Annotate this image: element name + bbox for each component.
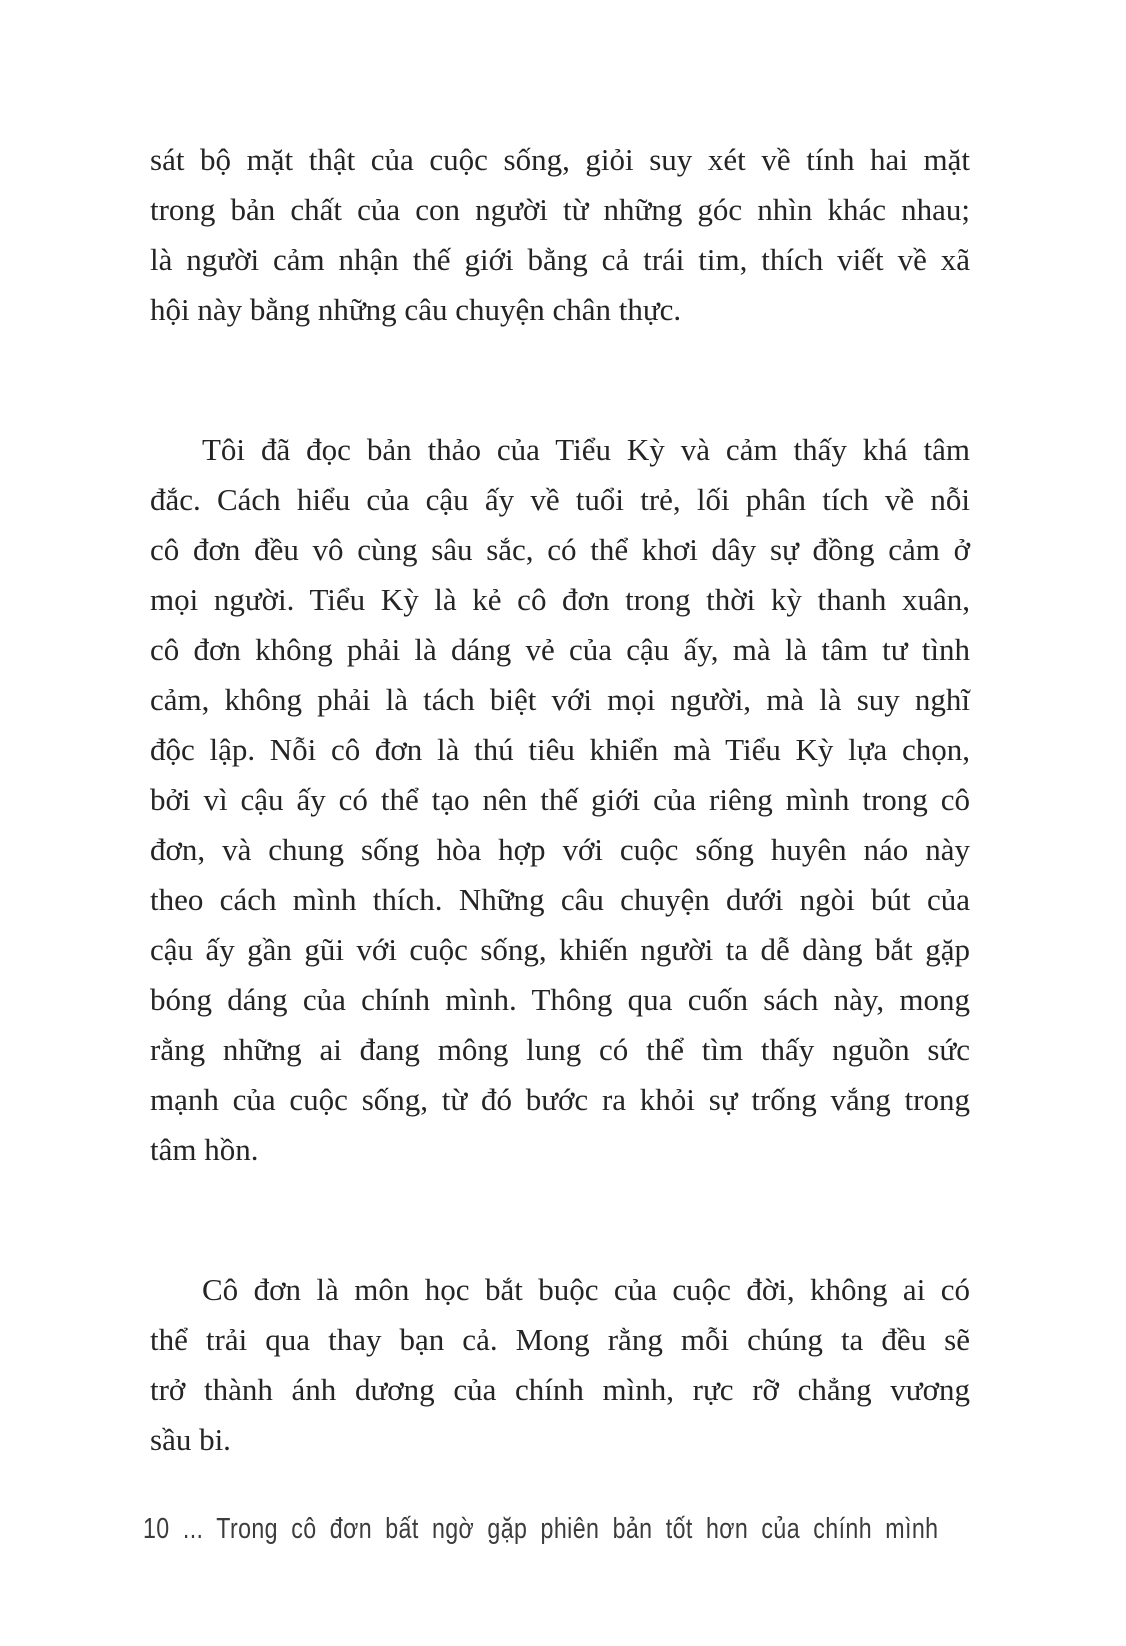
text-line: sát bộ mặt thật của cuộc sống, giỏi suy xét về tính hai mặt [150,142,970,177]
page-footer [143,1512,1083,1546]
text-line: tâm hồn. [150,1132,259,1167]
text-line: cảm, không phải là tách biệt với mọi người, mà là suy nghĩ [150,682,970,717]
paragraph [150,425,970,1175]
text-line: bóng dáng của chính mình. Thông qua cuốn sách này, mong [150,982,970,1017]
text-line: trở thành ánh dương của chính mình, rực rỡ chẳng vương [150,1372,970,1407]
text-line: đơn, và chung sống hòa hợp với cuộc sống huyên náo này [150,832,970,867]
footer-text [143,1512,938,1546]
footer-separator: ... [182,1513,204,1545]
text-line: trong bản chất của con người từ những góc nhìn khác nhau; [150,192,970,227]
text-line: rằng những ai đang mông lung có thể tìm thấy nguồn sức [150,1032,970,1067]
text-line: cậu ấy gần gũi với cuộc sống, khiến người ta dễ dàng bắt gặp [150,932,970,967]
text-line: sầu bi. [150,1422,231,1457]
text-line: là người cảm nhận thế giới bằng cả trái tim, thích viết về xã [150,242,970,277]
paragraph [150,135,970,335]
text-line: cô đơn đều vô cùng sâu sắc, có thể khơi dây sự đồng cảm ở [150,532,970,567]
paragraph [150,1265,970,1465]
text-line: cô đơn không phải là dáng vẻ của cậu ấy, mà là tâm tư tình [150,632,970,667]
text-line: theo cách mình thích. Những câu chuyện dưới ngòi bút của [150,882,970,917]
text-line: Cô đơn là môn học bắt buộc của cuộc đời, không ai có [202,1272,970,1307]
text-line: mọi người. Tiểu Kỳ là kẻ cô đơn trong thời kỳ thanh xuân, [150,582,970,617]
text-line: đắc. Cách hiểu của cậu ấy về tuổi trẻ, lối phân tích về nỗi [150,482,970,517]
text-line: thể trải qua thay bạn cả. Mong rằng mỗi chúng ta đều sẽ [150,1322,970,1357]
page-number: 10 [143,1513,170,1545]
text-line: hội này bằng những câu chuyện chân thực. [150,292,682,327]
footer-book-title: Trong cô đơn bất ngờ gặp phiên bản tốt hơn của chính mình [216,1513,939,1545]
text-line: Tôi đã đọc bản thảo của Tiểu Kỳ và cảm thấy khá tâm [202,432,970,467]
body-text-block [150,135,970,1465]
text-line: mạnh của cuộc sống, từ đó bước ra khỏi sự trống vắng trong [150,1082,970,1117]
text-line: bởi vì cậu ấy có thể tạo nên thế giới của riêng mình trong cô [150,782,970,817]
text-line: độc lập. Nỗi cô đơn là thú tiêu khiển mà Tiểu Kỳ lựa chọn, [150,732,970,767]
